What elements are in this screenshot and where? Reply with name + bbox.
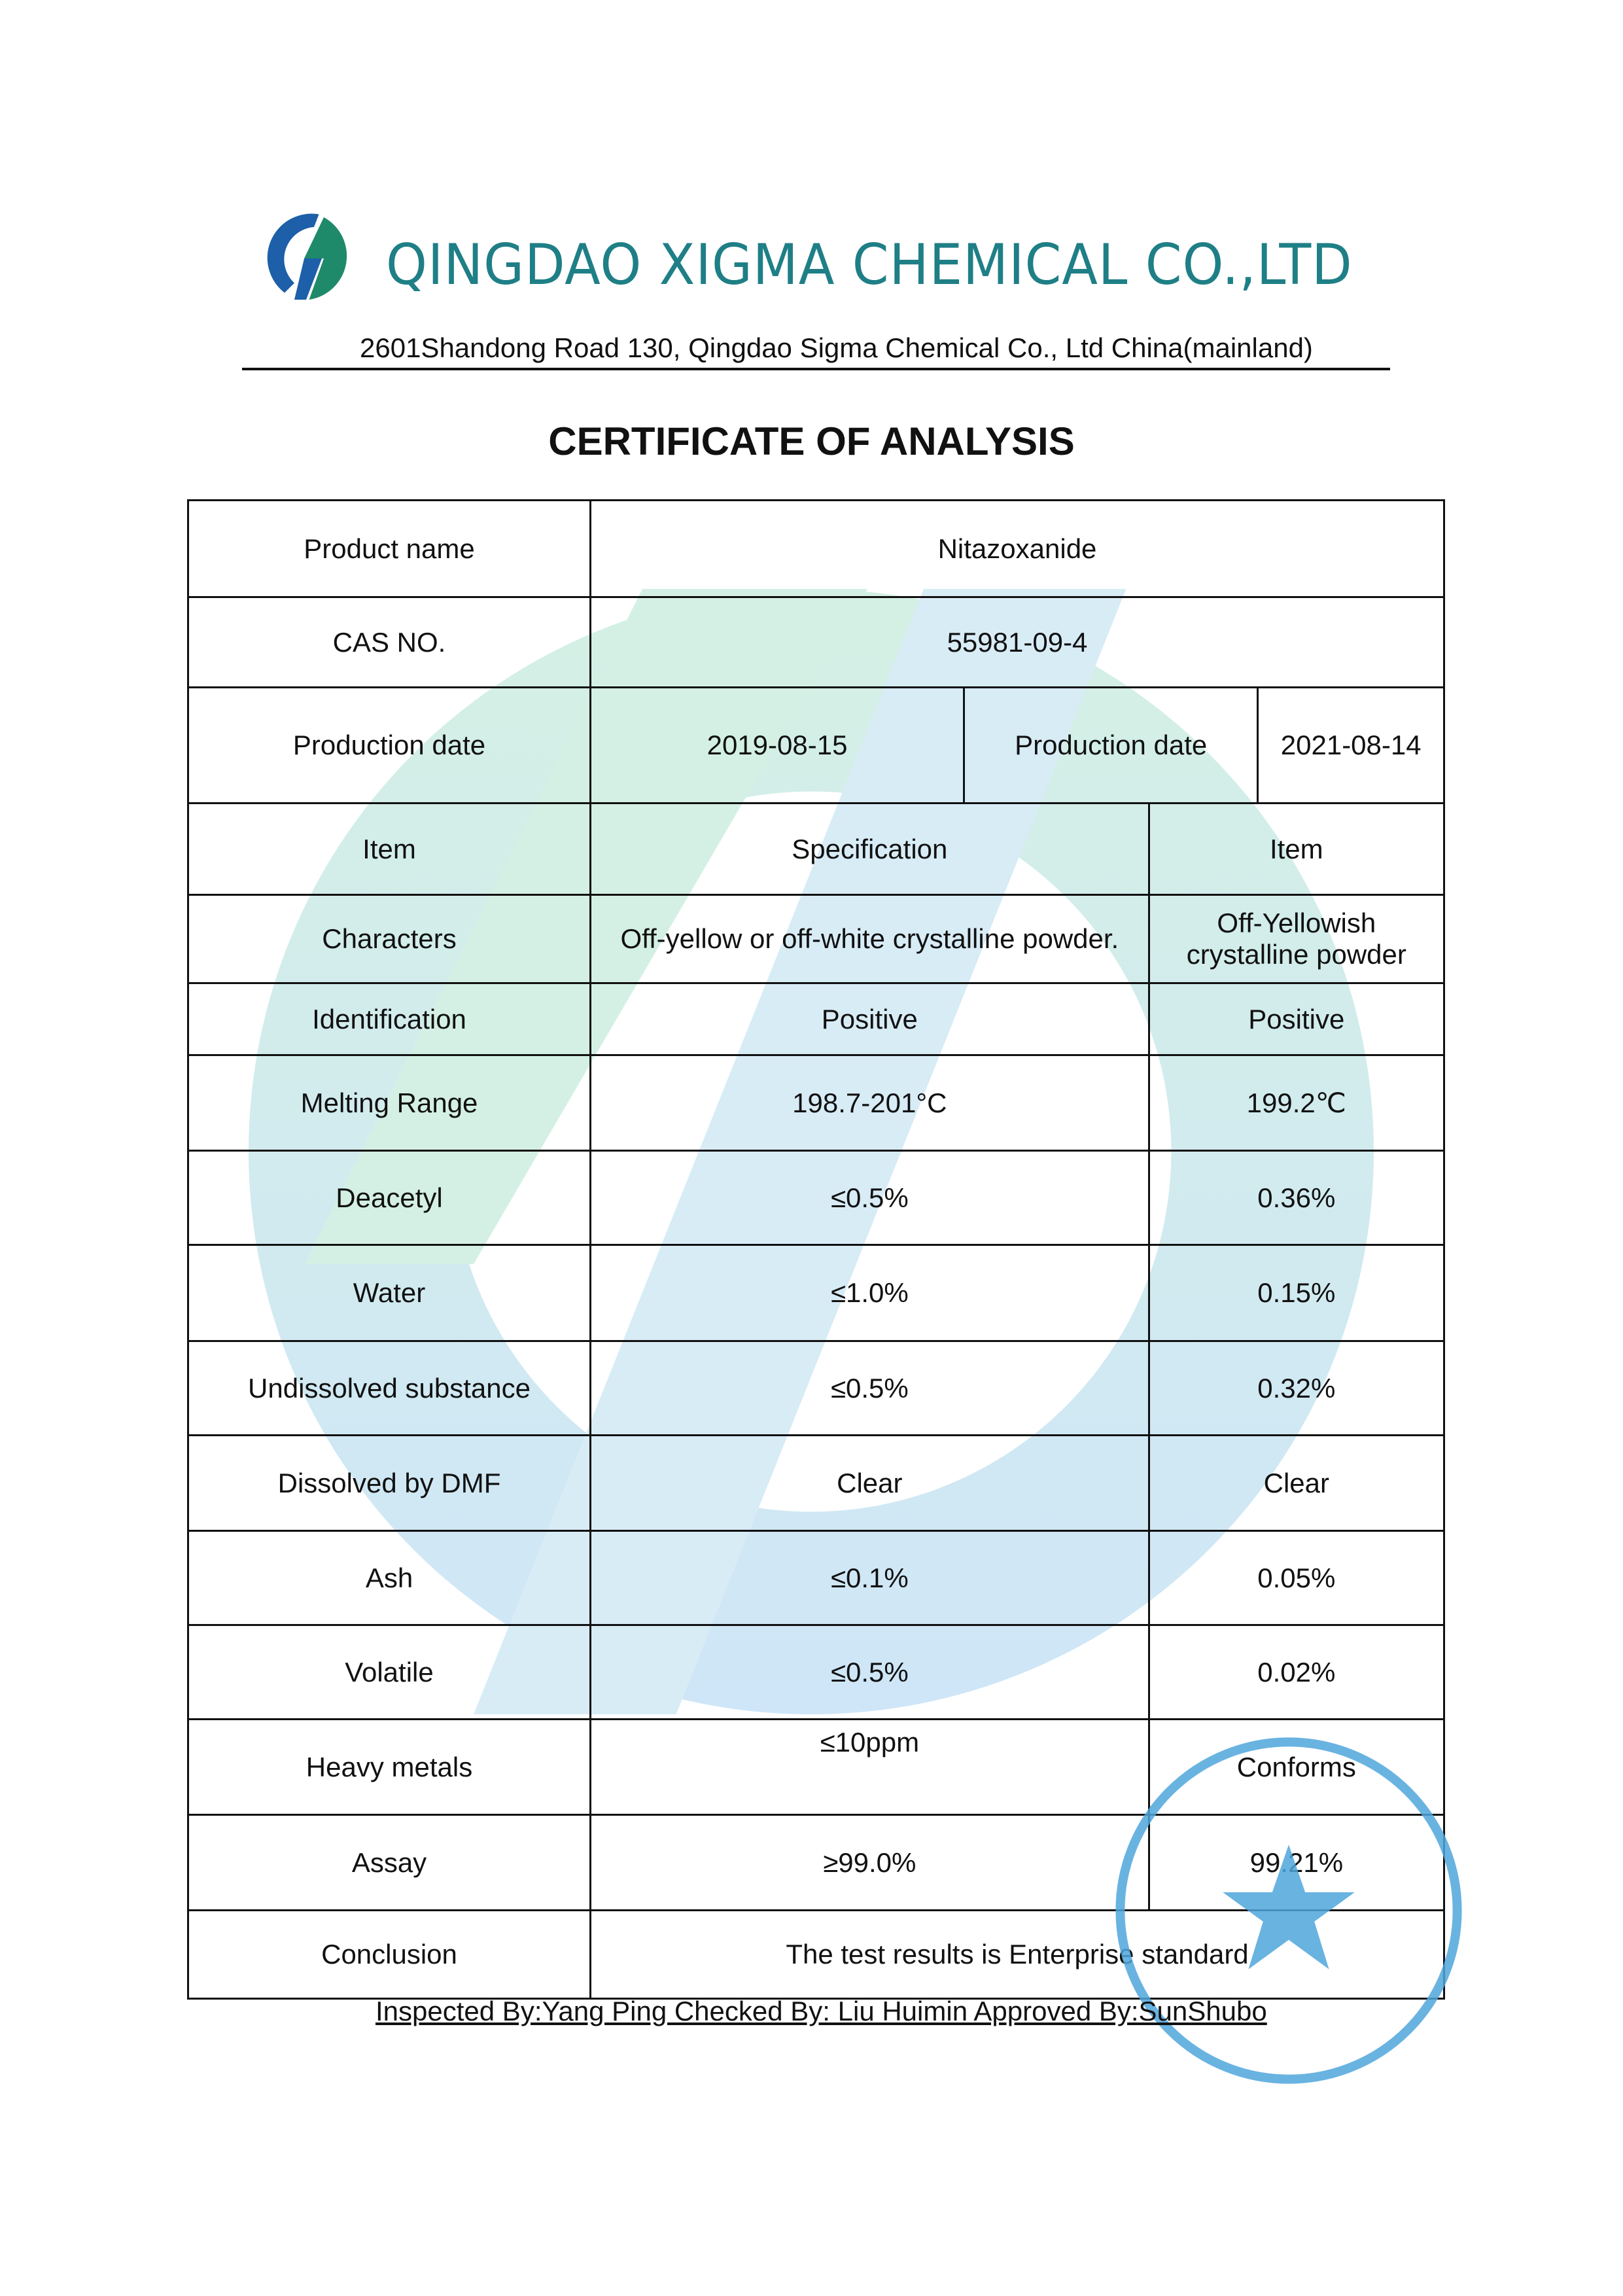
table-row xyxy=(188,501,1444,597)
result-cell: Clear xyxy=(1149,1436,1444,1531)
table-row xyxy=(188,1436,1444,1531)
cas-label: CAS NO. xyxy=(188,597,591,688)
specification-cell: ≥99.0% xyxy=(591,1815,1149,1911)
result-cell: 0.15% xyxy=(1149,1245,1444,1341)
expiry-date-value: 2021-08-14 xyxy=(1258,688,1444,804)
item-cell: Ash xyxy=(188,1531,591,1625)
table-row xyxy=(188,1531,1444,1625)
specification-cell: Off-yellow or off-white crystalline powder. xyxy=(591,895,1149,983)
item-cell: Water xyxy=(188,1245,591,1341)
result-cell: 199.2℃ xyxy=(1149,1055,1444,1151)
item-cell: Volatile xyxy=(188,1625,591,1720)
specification-cell: ≤1.0% xyxy=(591,1245,1149,1341)
specification-cell: ≤10ppm xyxy=(591,1720,1149,1815)
table-row xyxy=(188,895,1444,983)
table-row xyxy=(188,1341,1444,1436)
production-date-value: 2019-08-15 xyxy=(591,688,964,804)
table-row xyxy=(188,1151,1444,1245)
production-date-label: Production date xyxy=(188,688,591,804)
header-result: Item xyxy=(1149,804,1444,895)
item-cell: Heavy metals xyxy=(188,1720,591,1815)
item-cell: Assay xyxy=(188,1815,591,1911)
item-cell: Characters xyxy=(188,895,591,983)
item-cell: Deacetyl xyxy=(188,1151,591,1245)
table-row xyxy=(188,1625,1444,1720)
company-name: QINGDAO XIGMA CHEMICAL CO.,LTD xyxy=(386,232,1353,298)
result-cell: 0.05% xyxy=(1149,1531,1444,1625)
result-cell: 0.32% xyxy=(1149,1341,1444,1436)
result-cell: Off-Yellowish crystalline powder xyxy=(1149,895,1444,983)
expiry-date-label: Production date xyxy=(964,688,1258,804)
result-cell: Positive xyxy=(1149,983,1444,1055)
table-row xyxy=(188,1245,1444,1341)
result-cell: 0.36% xyxy=(1149,1151,1444,1245)
page-title: CERTIFICATE OF ANALYSIS xyxy=(548,419,1075,463)
table-row xyxy=(188,1055,1444,1151)
item-cell: Identification xyxy=(188,983,591,1055)
specification-cell: Positive xyxy=(591,983,1149,1055)
product-name-label: Product name xyxy=(188,501,591,597)
header-item: Item xyxy=(188,804,591,895)
result-cell: Conforms xyxy=(1149,1720,1444,1815)
specification-cell: 198.7-201°C xyxy=(591,1055,1149,1151)
specification-cell: ≤0.5% xyxy=(591,1625,1149,1720)
product-name-value: Nitazoxanide xyxy=(591,501,1444,597)
header-divider xyxy=(242,368,1390,370)
table-header-row xyxy=(188,804,1444,895)
table-row xyxy=(188,597,1444,688)
company-logo-icon xyxy=(265,209,363,308)
table-row xyxy=(188,983,1444,1055)
specification-cell: ≤0.5% xyxy=(591,1151,1149,1245)
specification-cell: Clear xyxy=(591,1436,1149,1531)
result-cell: 0.02% xyxy=(1149,1625,1444,1720)
conclusion-label: Conclusion xyxy=(188,1911,591,1999)
company-seal-stamp xyxy=(1106,1727,1472,2094)
table-row xyxy=(188,688,1444,804)
item-cell: Undissolved substance xyxy=(188,1341,591,1436)
item-cell: Dissolved by DMF xyxy=(188,1436,591,1531)
result-cell: 99.21% xyxy=(1149,1815,1444,1911)
cas-value: 55981-09-4 xyxy=(591,597,1444,688)
specification-cell: ≤0.5% xyxy=(591,1341,1149,1436)
company-address: 2601Shandong Road 130, Qingdao Sigma Chemical Co., Ltd China(mainland) xyxy=(360,332,1313,363)
header-specification: Specification xyxy=(591,804,1149,895)
conclusion-value: The test results is Enterprise standard xyxy=(591,1911,1444,1999)
specification-cell: ≤0.1% xyxy=(591,1531,1149,1625)
item-cell: Melting Range xyxy=(188,1055,591,1151)
signatures: Inspected By:Yang Ping Checked By: Liu Huimin Approved By:SunShubo xyxy=(375,1996,1267,2026)
